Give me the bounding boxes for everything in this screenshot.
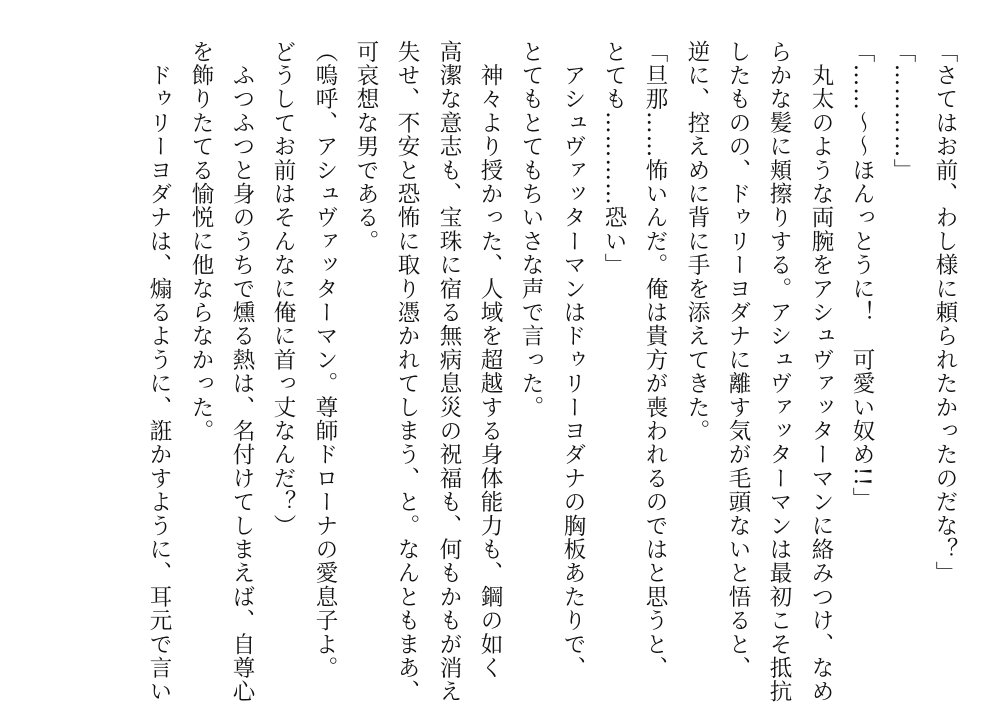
text-line-17: どうしてお前はそんなに俺に首っ丈なんだ？） (270, 40, 296, 538)
text-line-20: ドゥリーヨダナは、煽るように、誑かすように、耳元で言い (146, 40, 172, 704)
text-line-9: とても…………恐い」 (601, 40, 627, 277)
text-line-12: 神々より授かった、人域を超越する身体能力も、鋼の如く (477, 40, 503, 680)
text-line-16: （嗚呼、アシュヴァッターマン。尊師ドローナの愛息子よ。 (312, 40, 338, 680)
text-line-1: 「さてはお前、わし様に頼られたかったのだな？」 (932, 40, 958, 586)
text-line-13: 高潔な意志も、宝珠に宿る無病息災の祝福も、何もかもが消え (436, 40, 462, 704)
text-line-14: 失せ、不安と恐怖に取り憑かれてしまう、と。なんともまあ、 (394, 40, 420, 704)
text-line-4: 丸太のような両腕をアシュヴァッターマンに絡みつけ、なめ (808, 40, 834, 704)
text-line-18: ふつふつと身のうちで燻る熱は、名付けてしまえば、自尊心 (229, 40, 255, 704)
text-line-8: 「旦那……怖いんだ。俺は貴方が喪われるのではと思うと、 (642, 40, 668, 680)
text-line-15: 可哀想な男である。 (353, 40, 379, 254)
text-line-7: 逆に、控えめに背に手を添えてきた。 (684, 40, 710, 443)
text-line-6: したものの、ドゥリーヨダナに離す気が毛頭ないと悟ると、 (725, 40, 751, 680)
text-line-2: 「…………」 (890, 40, 916, 183)
text-line-11: とてもとてもちいさな声で言った。 (518, 40, 544, 420)
text-line-5: らかな髪に頬擦りする。アシュヴァッターマンは最初こそ抵抗 (766, 40, 792, 704)
text-line-3: 「……～～ほんっとうに！ 可愛い奴め!!」 (849, 40, 875, 511)
text-line-19: を飾りたてる愉悦に他ならなかった。 (188, 40, 214, 443)
text-line-10: アシュヴァッターマンはドゥリーヨダナの胸板あたりで、 (560, 40, 586, 680)
